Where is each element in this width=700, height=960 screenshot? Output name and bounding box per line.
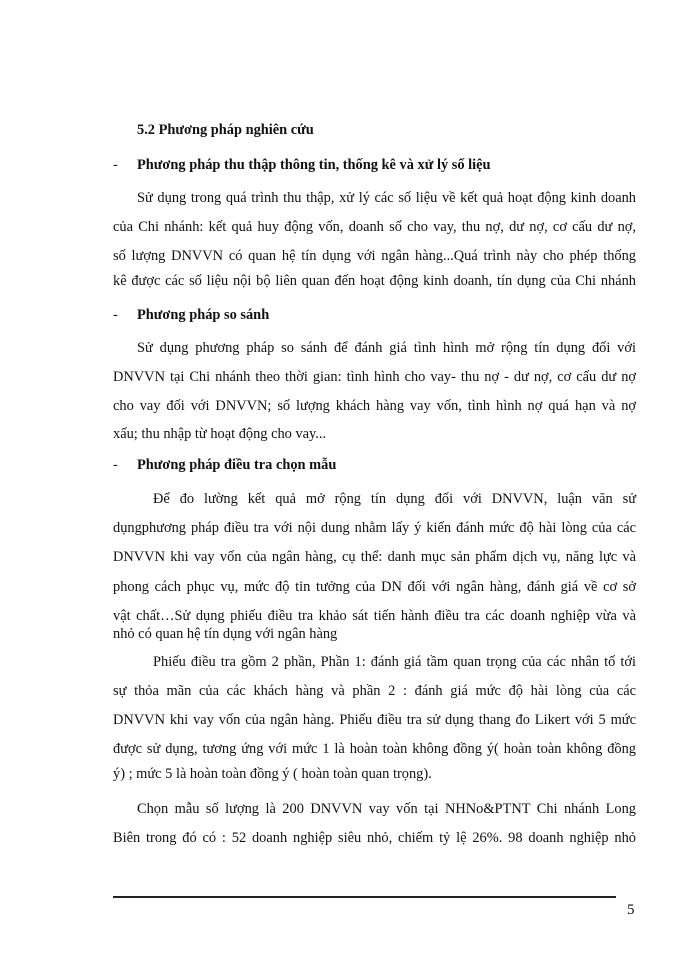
bullet-marker: - xyxy=(113,157,118,173)
method-2-line: Sử dụng phương pháp so sánh để đánh giá tình hình mở rộng tín dụng đối với xyxy=(137,340,636,356)
method-1-line: số lượng DNVVN có quan hệ tín dụng với ngân hàng...Quá trình này cho phép thống xyxy=(113,248,636,264)
method-3-p1-line: phong cách phục vụ, mức độ tin tưởng của DN đối với ngân hàng, đánh giá về cơ sở xyxy=(113,579,636,595)
method-1-line: của Chi nhánh: kết quả huy động vốn, doanh số cho vay, thu nợ, dư nợ, cơ cấu dư nợ, xyxy=(113,219,636,235)
method-3-p2-line: DNVVN khi vay vốn của ngân hàng. Phiếu điều tra sử dụng thang đo Likert với 5 mức xyxy=(113,712,636,728)
method-2-heading: Phương pháp so sánh xyxy=(137,307,270,323)
method-3-heading: Phương pháp điều tra chọn mẫu xyxy=(137,457,337,473)
bullet-marker: - xyxy=(113,307,118,323)
method-2-line: xấu; thu nhập từ hoạt động cho vay... xyxy=(113,426,327,442)
method-3-p2-line: Phiếu điều tra gồm 2 phần, Phần 1: đánh giá tầm quan trọng của các nhân tố tới xyxy=(153,654,636,670)
method-2-line: DNVVN tại Chi nhánh theo thời gian: tình hình cho vay- thu nợ - dư nợ, cơ cấu dư nợ xyxy=(113,369,636,385)
method-3-p1-line: Để đo lường kết quả mở rộng tín dụng đối với DNVVN, luận văn sử xyxy=(153,491,636,507)
method-3-p2-line: sự thỏa mãn của các khách hàng và phần 2 : đánh giá mức độ hài lòng của các xyxy=(113,683,636,699)
method-3-p2-line: ý) ; mức 5 là hoàn toàn đồng ý ( hoàn toàn quan trọng). xyxy=(113,766,432,782)
method-3-p1-line: DNVVN khi vay vốn của ngân hàng, cụ thể: danh mục sản phẩm dịch vụ, năng lực và xyxy=(113,549,636,565)
method-1-line: kê được các số liệu nội bộ liên quan đến hoạt động kinh doanh, tín dụng của Chi nhánh xyxy=(113,273,636,289)
footer-rule xyxy=(113,896,616,898)
method-3-p3-line: Chọn mẫu số lượng là 200 DNVVN vay vốn tại NHNo&PTNT Chi nhánh Long xyxy=(137,801,636,817)
bullet-marker: - xyxy=(113,457,118,473)
method-3-p1-line: nhỏ có quan hệ tín dụng với ngân hàng xyxy=(113,626,338,642)
method-3-p1-line: dụngphương pháp điều tra với nội dung nhằm lấy ý kiến đánh mức độ hài lòng của các xyxy=(113,520,636,536)
method-1-heading: Phương pháp thu thập thông tin, thống kê và xử lý số liệu xyxy=(137,157,491,173)
method-1-line: Sử dụng trong quá trình thu thập, xử lý các số liệu về kết quả hoạt động kinh doanh xyxy=(137,190,636,206)
method-3-p3-line: Biên trong đó có : 52 doanh nghiệp siêu nhỏ, chiếm tỷ lệ 26%. 98 doanh nghiệp nhỏ xyxy=(113,830,636,846)
section-title: 5.2 Phương pháp nghiên cứu xyxy=(137,122,314,138)
page-number: 5 xyxy=(627,902,635,918)
method-3-p1-line: vật chất…Sử dụng phiếu điều tra khảo sát tiến hành điều tra các doanh nghiệp vừa và xyxy=(113,608,636,624)
method-3-p2-line: được sử dụng, tương ứng với mức 1 là hoàn toàn không đồng ý( hoàn toàn không đồng xyxy=(113,741,636,757)
method-2-line: cho vay đối với DNVVN; số lượng khách hàng vay vốn, tình hình nợ quá hạn và nợ xyxy=(113,398,636,414)
